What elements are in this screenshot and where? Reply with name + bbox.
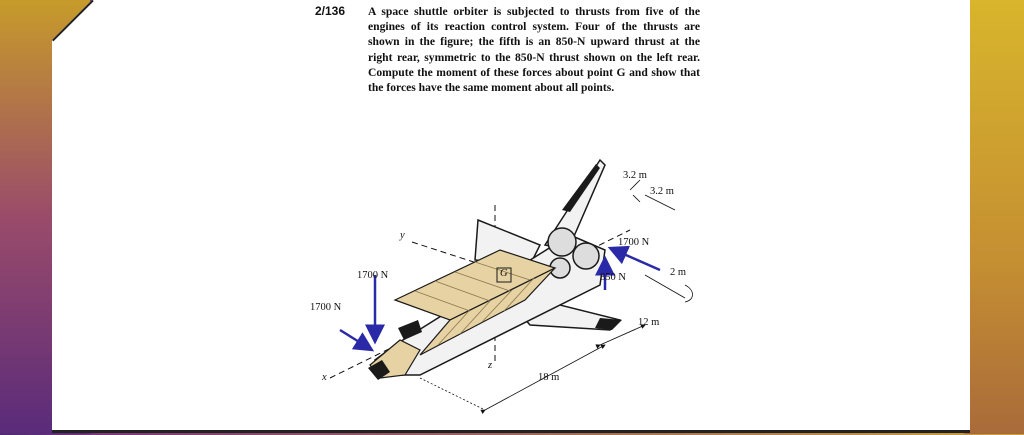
dim-2m-line bbox=[645, 275, 685, 298]
problem-number: 2/136 bbox=[315, 4, 346, 18]
label-32b: 3.2 m bbox=[650, 186, 674, 197]
dim-32b-line bbox=[645, 195, 675, 210]
dim-32b-tick bbox=[633, 195, 640, 202]
engine-2 bbox=[573, 243, 599, 269]
shuttle-figure bbox=[300, 150, 720, 430]
dim-18m-ext bbox=[420, 378, 485, 410]
label-2m: 2 m bbox=[670, 267, 687, 278]
label-32a: 3.2 m bbox=[623, 170, 647, 181]
engine-1 bbox=[548, 228, 576, 256]
dim-2m-curve bbox=[685, 285, 693, 302]
label-1700-left: 1700 N bbox=[310, 302, 342, 313]
label-850: 850 N bbox=[600, 272, 626, 283]
force-1700-left-arrow bbox=[340, 330, 372, 350]
label-x-axis: x bbox=[322, 372, 327, 383]
problem-statement bbox=[315, 4, 700, 95]
label-g: G bbox=[500, 268, 508, 279]
label-z-axis: z bbox=[488, 360, 493, 371]
force-1700-right-arrow bbox=[610, 248, 660, 270]
dim-32a-line bbox=[630, 180, 640, 190]
label-12m: 12 m bbox=[638, 317, 660, 328]
label-y-axis: y bbox=[400, 230, 405, 241]
label-18m: 18 m bbox=[538, 372, 560, 383]
background-right-band bbox=[964, 0, 1024, 434]
label-1700-top: 1700 N bbox=[357, 270, 389, 281]
label-1700-right: 1700 N bbox=[618, 237, 650, 248]
problem-text: A space shuttle orbiter is subjected to thrusts from five of the engines of its reaction control system. Four of the thrusts are shown in the figure; the fifth is an 850-N upward thrust at the right rear, symmetric to the 850-N thrust shown on the left rear. Compute the moment of these forces about point G and show that the forces have the same moment about all points. bbox=[368, 5, 700, 95]
